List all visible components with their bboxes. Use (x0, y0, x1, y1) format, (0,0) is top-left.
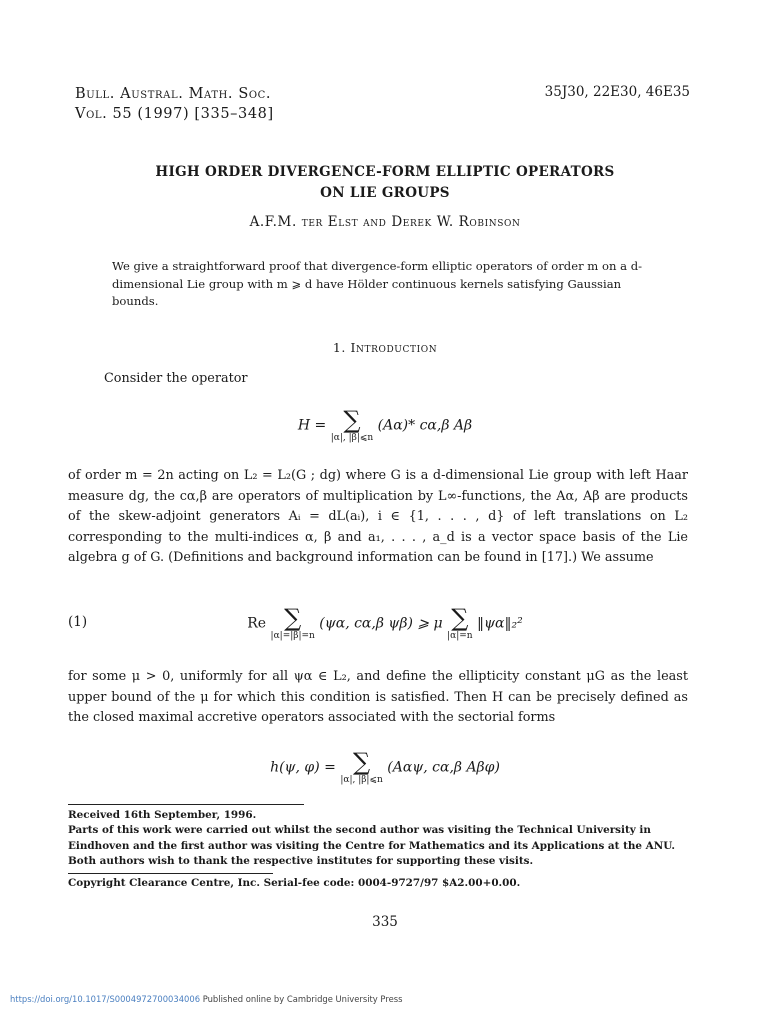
eq-H-sum: ∑ |α|, |β|⩽n (330, 406, 374, 443)
title-line-1: HIGH ORDER DIVERGENCE-FORM ELLIPTIC OPERATORS (155, 164, 615, 180)
msc-classification: 35J30, 22E30, 46E35 (544, 84, 690, 100)
doi-footer (10, 994, 402, 1004)
page-number: 335 (372, 914, 398, 930)
eq-h-sum-subscript: |α|, |β|⩽n (340, 775, 383, 785)
title-line-2: ON LIE GROUPS (320, 185, 450, 201)
paragraph-definitions: of order m = 2n acting on L₂ = L₂(G ; dg) where G is a d-dimensional Lie group with left Haar measure dg, the cα,β are operators of multiplication by L∞-functions, the Aα, Aβ are products of the skew-adjoint generators Aᵢ = dL(aᵢ), i ∈ {1, . . . , d} of left translations on L₂ corresponding to the multi-indices α, β and a₁, . . . , a_d is a vector space basis of the Lie algebra g of G. (Definitions and background information can be found in [17].) We assume (68, 468, 688, 566)
eq1-re: Re (247, 615, 267, 632)
paragraph-ellipticity: for some μ > 0, uniformly for all ψα ∈ L₂, and define the ellipticity constant μG as the least upper bound of the μ for which this condition is satisfied. Then H can be precisely defined as the closed maximal accretive operators associated with the sectorial forms (68, 669, 688, 726)
eq1-body-right: ‖ψα‖₂² (477, 615, 523, 632)
eq-H-lhs: H = (297, 417, 327, 434)
equation-ellipticity (0, 606, 770, 641)
eq1-body-left: (ψα, cα,β ψβ) ⩾ μ (319, 615, 443, 632)
eq-h-sum: ∑ |α|, |β|⩽n (340, 748, 383, 785)
journal-volume: Vol. 55 (1997) [335–348] (75, 106, 274, 122)
eq-H-body: (Aα)* cα,β Aβ (377, 417, 473, 434)
eq-h-body: (Aαψ, cα,β Aβφ) (387, 759, 500, 776)
section-heading: 1. Introduction (332, 340, 438, 355)
abstract: We give a straightforward proof that divergence-form elliptic operators of order m on a d-dimensional Lie group with m ⩾ d have Hölder continuous kernels satisfying Gaussian bounds. (112, 259, 643, 308)
acknowledgement: Parts of this work were carried out whilst the second author was visiting the Technical University in Eindhoven and the first author was visiting the Centre for Mathematics and its Applications at the ANU. Both authors wish to thank the respective institutes for supporting these visits. (68, 824, 675, 868)
copyright-notice: Copyright Clearance Centre, Inc. Serial-fee code: 0004-9727/97 $A2.00+0.00. (68, 877, 521, 889)
paragraph-intro: Consider the operator (104, 371, 248, 386)
doi-link[interactable]: https://doi.org/10.1017/S0004972700034006 (10, 994, 201, 1004)
publisher-note: Published online by Cambridge University Press (202, 994, 403, 1004)
paper-title (0, 162, 770, 204)
eq1-sum-right: ∑ |α|=n (447, 604, 473, 641)
equation-operator-H (0, 408, 770, 443)
journal-header (75, 84, 274, 124)
eq-h-lhs: h(ψ, φ) = (270, 759, 336, 776)
footnote-divider (68, 804, 304, 805)
eq-H-sum-subscript: |α|, |β|⩽n (330, 433, 374, 443)
copyright-divider (68, 873, 273, 874)
authors: A.F.M. ter Elst and Derek W. Robinson (249, 214, 521, 230)
journal-name: Bull. Austral. Math. Soc. (75, 86, 272, 102)
eq1-sum-left-subscript: |α|=|β|=n (270, 631, 315, 641)
footnote (68, 808, 688, 870)
equation-number: (1) (68, 614, 88, 630)
eq1-sum-left: ∑ |α|=|β|=n (270, 604, 315, 641)
eq1-sum-right-subscript: |α|=n (447, 631, 473, 641)
received-date: Received 16th September, 1996. (68, 809, 257, 821)
equation-sectorial-form (0, 750, 770, 785)
